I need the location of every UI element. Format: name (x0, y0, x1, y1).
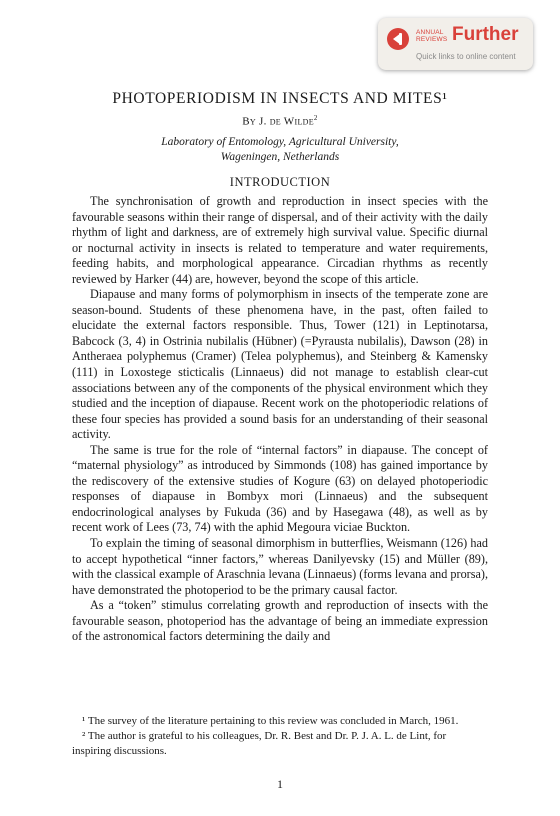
paragraph: As a “token” stimulus correlating growth and reproduction of insects with the favourable season, photoperiod has the advantage of being an immediate expression of the astronomical factors determining the daily and (72, 598, 488, 644)
further-subtitle: Quick links to online content (416, 52, 516, 61)
further-links-badge[interactable] (378, 18, 533, 70)
annual-reviews-label: ANNUAL REVIEWS (416, 29, 448, 43)
affiliation-line: Wageningen, Netherlands (220, 151, 340, 163)
page-number: 1 (277, 777, 283, 791)
affiliation (0, 135, 560, 165)
footnote: ¹ The survey of the literature pertaining to this review was concluded in March, 1961. (82, 715, 459, 727)
affiliation-line: Laboratory of Entomology, Agricultural University, (161, 136, 399, 148)
article-body (72, 194, 488, 645)
paragraph: Diapause and many forms of polymorphism in insects of the temperate zone are season-bound. Students of these phenomena have, in the past, often failed to elucidate the external factors responsible. Thus, Tower (121) in Leptinotarsa, Babcock (3, 4) in Ostrinia nubilalis (Hübner) (=Pyrausta nubilalis), Dawson (28) in Antheraea polyphemus (Cramer) (Telea polyphemus), and Steinberg & Kamensky (111) in Loxostege sticticalis (Linnaeus) did not manage to establish clear-cut associations between any of the components of the physical environment which they studied and the inception of diapause. Recent work on the photoperiodic relations of these four species has provided a sound basis for an understanding of their seasonal activity. (72, 287, 488, 442)
paragraph: The same is true for the role of “internal factors” in diapause. The concept of “maternal physiology” as introduced by Simmonds (108) has gained importance by the rediscovery of the extensive studies of Kogure (63) on delayed photoperiodic responses of diapause in Bombyx mori (Linnaeus) and the subsequent endocrinological analyses by Fukuda (36) and by Hasegawa (48), as well as by recent work of Lees (73, 74) with the aphid Megoura viciae Buckton. (72, 442, 488, 535)
section-heading: INTRODUCTION (229, 175, 331, 189)
further-label: Further (452, 24, 519, 45)
footnote: ² The author is grateful to his colleagues, Dr. R. Best and Dr. P. J. A. L. de Lint, for inspiring discussions. (72, 730, 447, 757)
paragraph: To explain the timing of seasonal dimorphism in butterflies, Weismann (126) had to accept hypothetical “inner factors,” whereas Danilyevsky (15) and Müller (89), with the classical example of Araschnia levana (Linnaeus) (forms levana and prorsa), have demonstrated the photoperiod to be the primary causal factor. (72, 536, 488, 597)
article-title: PHOTOPERIODISM IN INSECTS AND MITES¹ (112, 90, 448, 107)
author-line: By J. de Wilde$^2$ (242, 114, 318, 128)
speaker-icon (387, 28, 409, 50)
paragraph: The synchronisation of growth and reproduction in insect species with the favourable seasons within their range of dispersal, and of their activity with the daily rhythm of light and darkness, are of extremely high survival value. Specific diurnal or nocturnal activity in insects is related to temperature and water requirements, feeding habits, and morphological appearance. Circadian rhythms as recently reviewed by Harker (44) are, however, beyond the scope of this article. (72, 194, 488, 286)
footnotes (72, 714, 488, 759)
